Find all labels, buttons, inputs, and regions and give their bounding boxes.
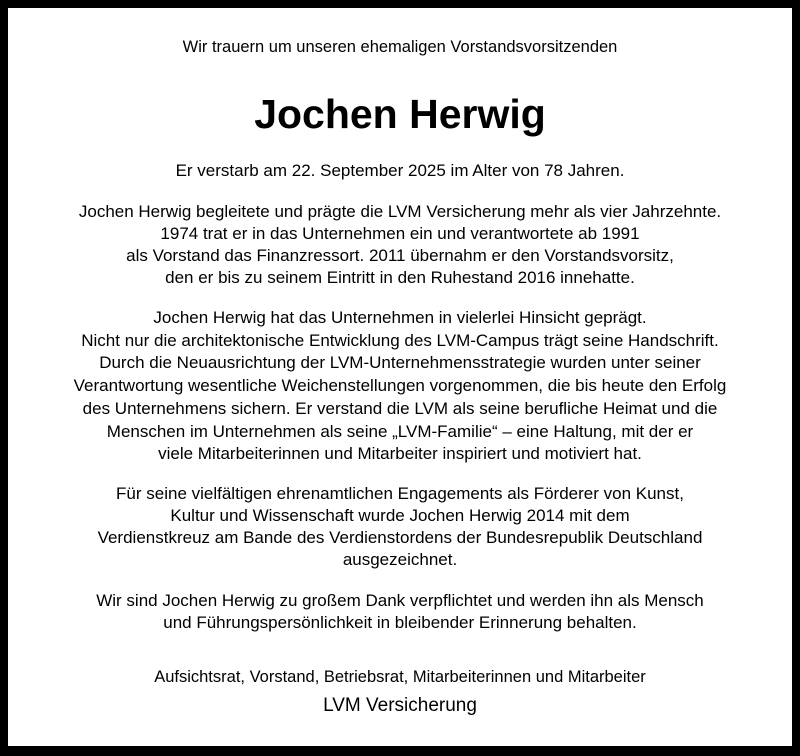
text-line: viele Mitarbeiterinnen und Mitarbeiter inspiriert und motiviert hat. [158, 444, 642, 464]
text-line: Nicht nur die architektonische Entwicklung des LVM-Campus trägt seine Handschrift. [81, 330, 719, 350]
text-line: Verantwortung wesentliche Weichenstellungen vorgenommen, die bis heute den Erfolg [73, 376, 727, 396]
text-line: des Unternehmens sichern. Er verstand die LVM als seine berufliche Heimat und die [82, 398, 718, 418]
text-line: Jochen Herwig begleitete und prägte die LVM Versicherung mehr als vier Jahrzehnte. [78, 202, 722, 221]
paragraph-death [8, 160, 792, 182]
intro-line: Wir trauern um unseren ehemaligen Vorstandsvorsitzenden [182, 38, 618, 56]
organization-name: LVM Versicherung [323, 695, 477, 716]
signatories: Aufsichtsrat, Vorstand, Betriebsrat, Mitarbeiterinnen und Mitarbeiter [154, 668, 646, 686]
text-line: ausgezeichnet. [342, 550, 458, 569]
text-line: Er verstarb am 22. September 2025 im Alter von 78 Jahren. [175, 161, 625, 180]
text-line: 1974 trat er in das Unternehmen ein und verantwortete ab 1991 [160, 224, 640, 243]
text-line: und Führungspersönlichkeit in bleibender Erinnerung behalten. [163, 613, 637, 632]
text-line: Wir sind Jochen Herwig zu großem Dank verpflichtet und werden ihn als Mensch [96, 591, 704, 610]
text-line: Durch die Neuausrichtung der LVM-Unternehmensstrategie wurden unter seiner [99, 353, 701, 373]
text-line: Jochen Herwig hat das Unternehmen in vielerlei Hinsicht geprägt. [153, 308, 647, 327]
text-line: als Vorstand das Finanzressort. 2011 übernahm er den Vorstandsvorsitz, [126, 246, 674, 265]
obituary-notice [8, 8, 792, 746]
text-line: den er bis zu seinem Eintritt in den Ruhestand 2016 innehatte. [165, 268, 635, 287]
paragraph-gratitude [8, 590, 792, 634]
deceased-name: Jochen Herwig [254, 91, 546, 137]
text-line: Menschen im Unternehmen als seine „LVM-Familie“ – eine Haltung, mit der er [106, 421, 694, 441]
text-line: Verdienstkreuz am Bande des Verdienstordens der Bundesrepublik Deutschland [97, 528, 703, 547]
paragraph-career [8, 201, 792, 289]
paragraph-legacy [8, 307, 792, 466]
paragraph-honors [8, 483, 792, 571]
text-line: Kultur und Wissenschaft wurde Jochen Herwig 2014 mit dem [170, 506, 630, 525]
text-line: Für seine vielfältigen ehrenamtlichen Engagements als Förderer von Kunst, [116, 484, 684, 503]
